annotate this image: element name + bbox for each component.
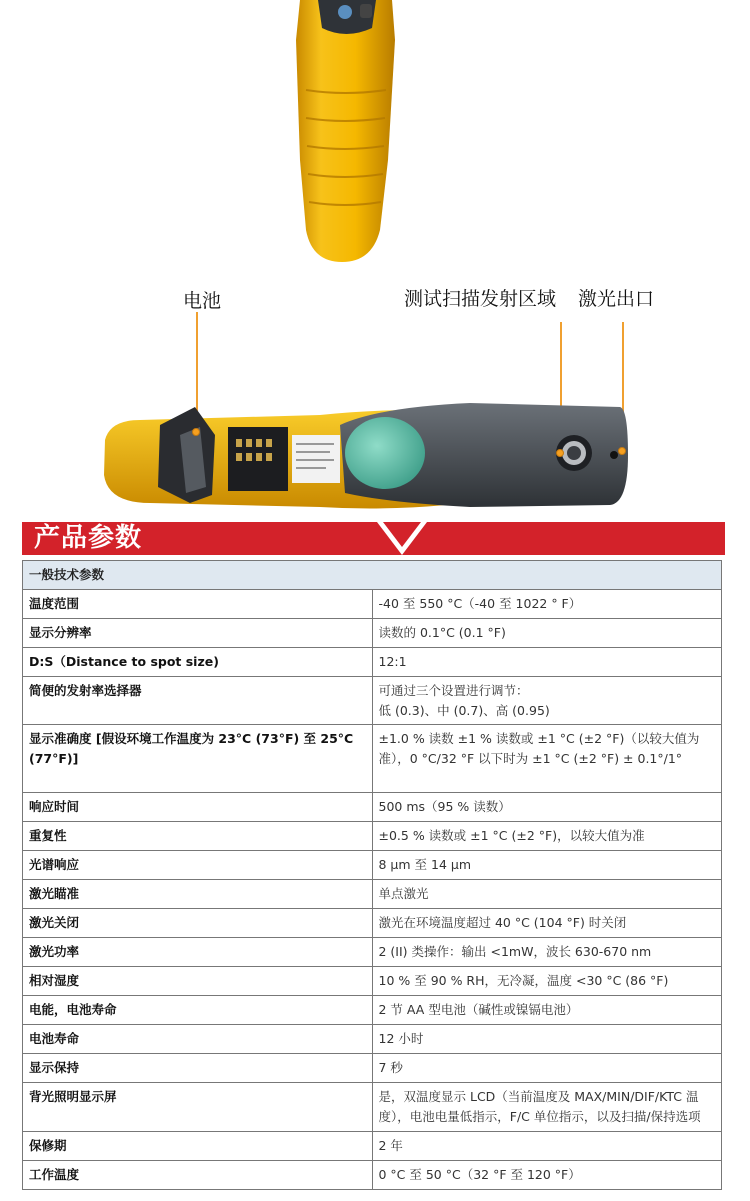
laser-exit-callout-label: 激光出口 [578, 288, 655, 310]
spec-label: 工作温度 [23, 1161, 373, 1190]
table-row [23, 909, 722, 938]
spec-table [22, 560, 722, 1190]
battery-callout-label: 电池 [183, 290, 222, 312]
table-row [23, 996, 722, 1025]
spec-label: 激光功率 [23, 938, 373, 967]
spec-value: 激光在环境温度超过 40 °C (104 °F) 时关闭 [372, 909, 722, 938]
table-row [23, 648, 722, 677]
spec-label: 背光照明显示屏 [23, 1083, 373, 1132]
table-row [23, 880, 722, 909]
thermometer-handle-illustration [0, 0, 750, 270]
table-row [23, 1132, 722, 1161]
spec-value: 2 (II) 类操作：输出 <1mW，波长 630-670 nm [372, 938, 722, 967]
spec-label: D:S（Distance to spot size) [23, 648, 373, 677]
header-notch-inner [383, 522, 421, 547]
table-row [23, 1054, 722, 1083]
spec-label: 响应时间 [23, 793, 373, 822]
table-row [23, 1025, 722, 1054]
table-row [23, 619, 722, 648]
product-photo-side [0, 395, 750, 520]
spec-label: 电池寿命 [23, 1025, 373, 1054]
spec-label: 保修期 [23, 1132, 373, 1161]
laser-exit-marker [618, 447, 626, 455]
spec-value: 500 ms（95 % 读数） [372, 793, 722, 822]
spec-value: 2 年 [372, 1132, 722, 1161]
spec-label: 重复性 [23, 822, 373, 851]
spec-value: 读数的 0.1°C (0.1 °F) [372, 619, 722, 648]
spec-label: 相对湿度 [23, 967, 373, 996]
section-title: 产品参数 [34, 523, 143, 553]
table-row [23, 851, 722, 880]
spec-value: 0 °C 至 50 °C（32 °F 至 120 °F） [372, 1161, 722, 1190]
table-row [23, 822, 722, 851]
spec-value: 8 µm 至 14 µm [372, 851, 722, 880]
table-header-row [23, 561, 722, 590]
spec-label: 电能，电池寿命 [23, 996, 373, 1025]
section-header-bar [22, 522, 725, 555]
spec-value: 是，双温度显示 LCD（当前温度及 MAX/MIN/DIF/KTC 温度），电池电量低指示，F/C 单位指示，以及扫描/保持选项 [372, 1083, 722, 1132]
scan-area-callout-label: 测试扫描发射区域 [404, 288, 557, 310]
spec-label: 显示分辨率 [23, 619, 373, 648]
spec-label: 简便的发射率选择器 [23, 677, 373, 725]
spec-value: ±1.0 % 读数 ±1 % 读数或 ±1 °C (±2 °F)（以较大值为准），0 °C/32 °F 以下时为 ±1 °C (±2 °F) ± 0.1°/1° [372, 725, 722, 793]
table-row [23, 677, 722, 725]
table-row [23, 938, 722, 967]
scan-area-marker [556, 449, 564, 457]
table-header-cell: 一般技术参数 [23, 561, 722, 590]
spec-value-line-2: 低 (0.3)、中 (0.7)、高 (0.95) [378, 702, 550, 718]
spec-label: 显示准确度 [假设环境工作温度为 23°C (73°F) 至 25°C (77°F)] [23, 725, 373, 793]
spec-value: 12 小时 [372, 1025, 722, 1054]
spec-value: 单点激光 [372, 880, 722, 909]
table-row [23, 590, 722, 619]
spec-label: 温度范围 [23, 590, 373, 619]
spec-value: -40 至 550 °C（-40 至 1022 ° F） [372, 590, 722, 619]
table-row [23, 1083, 722, 1132]
spec-value-multiline [372, 677, 722, 725]
spec-value: 12:1 [372, 648, 722, 677]
spec-label: 激光瞄准 [23, 880, 373, 909]
thermometer-side-illustration [0, 395, 750, 520]
table-row [23, 967, 722, 996]
spec-value: 2 节 AA 型电池（碱性或镍镉电池） [372, 996, 722, 1025]
spec-label: 显示保持 [23, 1054, 373, 1083]
table-row [23, 793, 722, 822]
spec-value: 7 秒 [372, 1054, 722, 1083]
spec-label: 激光关闭 [23, 909, 373, 938]
spec-value: ±0.5 % 读数或 ±1 °C (±2 °F)，以较大值为准 [372, 822, 722, 851]
spec-value-line-1: 可通过三个设置进行调节： [378, 682, 529, 698]
product-photo-handle [0, 0, 750, 270]
table-row [23, 1161, 722, 1190]
spec-label: 光谱响应 [23, 851, 373, 880]
table-row [23, 725, 722, 793]
spec-value: 10 % 至 90 % RH，无冷凝，温度 <30 °C (86 °F) [372, 967, 722, 996]
battery-marker [192, 428, 200, 436]
